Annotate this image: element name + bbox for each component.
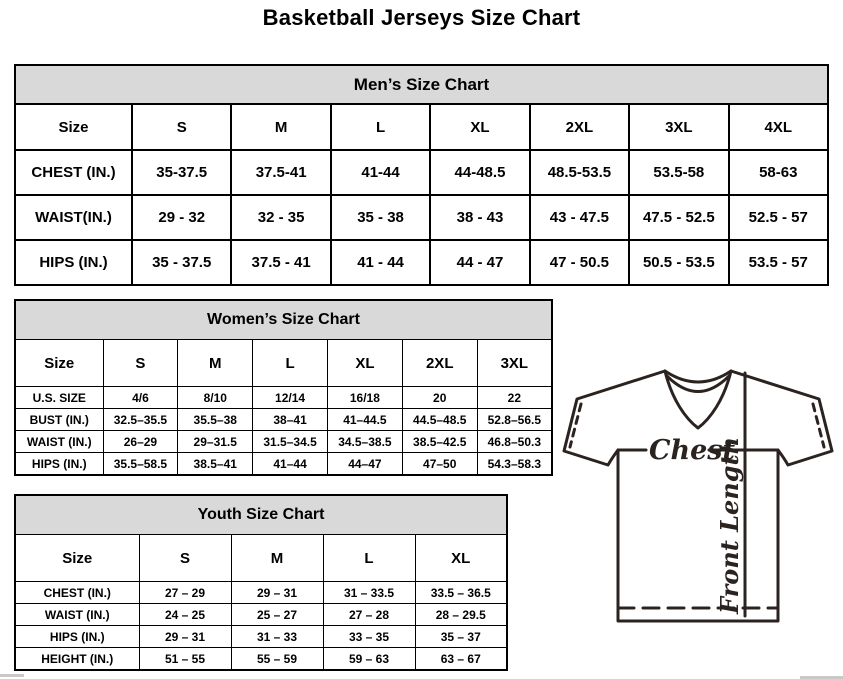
table-cell: 63 – 67 (415, 648, 507, 671)
mens-table-title: Men’s Size Chart (15, 65, 828, 104)
womens-table-title: Women’s Size Chart (15, 300, 552, 340)
table-cell: 31.5–34.5 (253, 431, 328, 453)
table-caption-row (15, 300, 552, 340)
table-cell: 38–41 (253, 409, 328, 431)
table-cell: 47 - 50.5 (530, 240, 629, 285)
table-cell: 41-44 (331, 150, 430, 195)
column-header: Size (15, 340, 103, 387)
table-cell: 27 – 29 (139, 582, 231, 604)
table-cell: 54.3–58.3 (477, 453, 552, 476)
table-row (15, 453, 552, 476)
table-cell: 58-63 (729, 150, 828, 195)
table-header-row (15, 535, 507, 582)
row-label: WAIST (IN.) (15, 431, 103, 453)
row-label: HIPS (IN.) (15, 240, 132, 285)
table-cell: 44–47 (327, 453, 402, 476)
table-cell: 43 - 47.5 (530, 195, 629, 240)
table-row (15, 431, 552, 453)
table-cell: 29 – 31 (139, 626, 231, 648)
table-cell: 52.8–56.5 (477, 409, 552, 431)
table-row (15, 195, 828, 240)
horizontal-scrollbar-fragment[interactable] (0, 674, 24, 677)
table-cell: 35 - 37.5 (132, 240, 231, 285)
row-label: BUST (IN.) (15, 409, 103, 431)
table-cell: 59 – 63 (323, 648, 415, 671)
table-cell: 55 – 59 (231, 648, 323, 671)
table-row (15, 240, 828, 285)
column-header: S (103, 340, 178, 387)
table-cell: 41–44.5 (327, 409, 402, 431)
table-cell: 29 - 32 (132, 195, 231, 240)
table-cell: 37.5-41 (231, 150, 330, 195)
table-row (15, 626, 507, 648)
column-header: 3XL (629, 104, 728, 150)
table-cell: 24 – 25 (139, 604, 231, 626)
column-header: 2XL (402, 340, 477, 387)
table-cell: 38.5–42.5 (402, 431, 477, 453)
column-header: 3XL (477, 340, 552, 387)
table-row (15, 648, 507, 671)
column-header: L (331, 104, 430, 150)
table-cell: 44 - 47 (430, 240, 529, 285)
table-cell: 51 – 55 (139, 648, 231, 671)
collar-arc-outer (665, 371, 731, 382)
table-cell: 33.5 – 36.5 (415, 582, 507, 604)
row-label: U.S. SIZE (15, 387, 103, 409)
column-header: M (231, 535, 323, 582)
table-cell: 37.5 - 41 (231, 240, 330, 285)
table-cell: 35 - 38 (331, 195, 430, 240)
table-row (15, 582, 507, 604)
front-length-label: Front Length (715, 436, 744, 614)
table-cell: 28 – 29.5 (415, 604, 507, 626)
table-cell: 44.5–48.5 (402, 409, 477, 431)
column-header: M (178, 340, 253, 387)
jersey-measurement-diagram (556, 358, 838, 630)
table-row (15, 150, 828, 195)
table-cell: 44-48.5 (430, 150, 529, 195)
table-cell: 25 – 27 (231, 604, 323, 626)
table-cell: 4/6 (103, 387, 178, 409)
table-cell: 52.5 - 57 (729, 195, 828, 240)
table-cell: 48.5-53.5 (530, 150, 629, 195)
chest-label: Chest (649, 435, 735, 466)
table-cell: 16/18 (327, 387, 402, 409)
column-header: Size (15, 535, 139, 582)
mens-size-chart-table (14, 64, 829, 286)
table-cell: 35.5–38 (178, 409, 253, 431)
table-cell: 29–31.5 (178, 431, 253, 453)
column-header: S (132, 104, 231, 150)
table-cell: 33 – 35 (323, 626, 415, 648)
row-label: CHEST (IN.) (15, 150, 132, 195)
column-header: M (231, 104, 330, 150)
table-cell: 53.5-58 (629, 150, 728, 195)
table-cell: 32.5–35.5 (103, 409, 178, 431)
row-label: WAIST (IN.) (15, 604, 139, 626)
column-header: XL (430, 104, 529, 150)
table-cell: 41 - 44 (331, 240, 430, 285)
column-header: XL (327, 340, 402, 387)
table-cell: 47–50 (402, 453, 477, 476)
table-cell: 8/10 (178, 387, 253, 409)
table-cell: 38 - 43 (430, 195, 529, 240)
table-cell: 29 – 31 (231, 582, 323, 604)
row-label: CHEST (IN.) (15, 582, 139, 604)
jersey-outline (564, 371, 832, 621)
table-cell: 31 – 33 (231, 626, 323, 648)
column-header: S (139, 535, 231, 582)
table-cell: 35.5–58.5 (103, 453, 178, 476)
row-label: HEIGHT (IN.) (15, 648, 139, 671)
column-header: XL (415, 535, 507, 582)
column-header: Size (15, 104, 132, 150)
youth-table-title: Youth Size Chart (15, 495, 507, 535)
table-cell: 34.5–38.5 (327, 431, 402, 453)
page-title: Basketball Jerseys Size Chart (262, 5, 581, 30)
table-cell: 20 (402, 387, 477, 409)
womens-size-chart-table (14, 299, 553, 476)
table-caption-row (15, 495, 507, 535)
row-label: HIPS (IN.) (15, 453, 103, 476)
column-header: 4XL (729, 104, 828, 150)
row-label: WAIST(IN.) (15, 195, 132, 240)
table-cell: 32 - 35 (231, 195, 330, 240)
table-cell: 47.5 - 52.5 (629, 195, 728, 240)
column-header: 2XL (530, 104, 629, 150)
table-cell: 41–44 (253, 453, 328, 476)
column-header: L (253, 340, 328, 387)
table-cell: 31 – 33.5 (323, 582, 415, 604)
table-caption-row (15, 65, 828, 104)
table-cell: 12/14 (253, 387, 328, 409)
table-cell: 38.5–41 (178, 453, 253, 476)
table-row (15, 604, 507, 626)
table-cell: 35-37.5 (132, 150, 231, 195)
table-cell: 46.8–50.3 (477, 431, 552, 453)
table-cell: 50.5 - 53.5 (629, 240, 728, 285)
table-row (15, 387, 552, 409)
table-cell: 26–29 (103, 431, 178, 453)
youth-size-chart-table (14, 494, 508, 671)
table-cell: 53.5 - 57 (729, 240, 828, 285)
column-header: L (323, 535, 415, 582)
row-label: HIPS (IN.) (15, 626, 139, 648)
table-row (15, 409, 552, 431)
table-header-row (15, 340, 552, 387)
v-neck-line (665, 371, 731, 428)
table-header-row (15, 104, 828, 150)
table-cell: 22 (477, 387, 552, 409)
table-cell: 27 – 28 (323, 604, 415, 626)
table-cell: 35 – 37 (415, 626, 507, 648)
